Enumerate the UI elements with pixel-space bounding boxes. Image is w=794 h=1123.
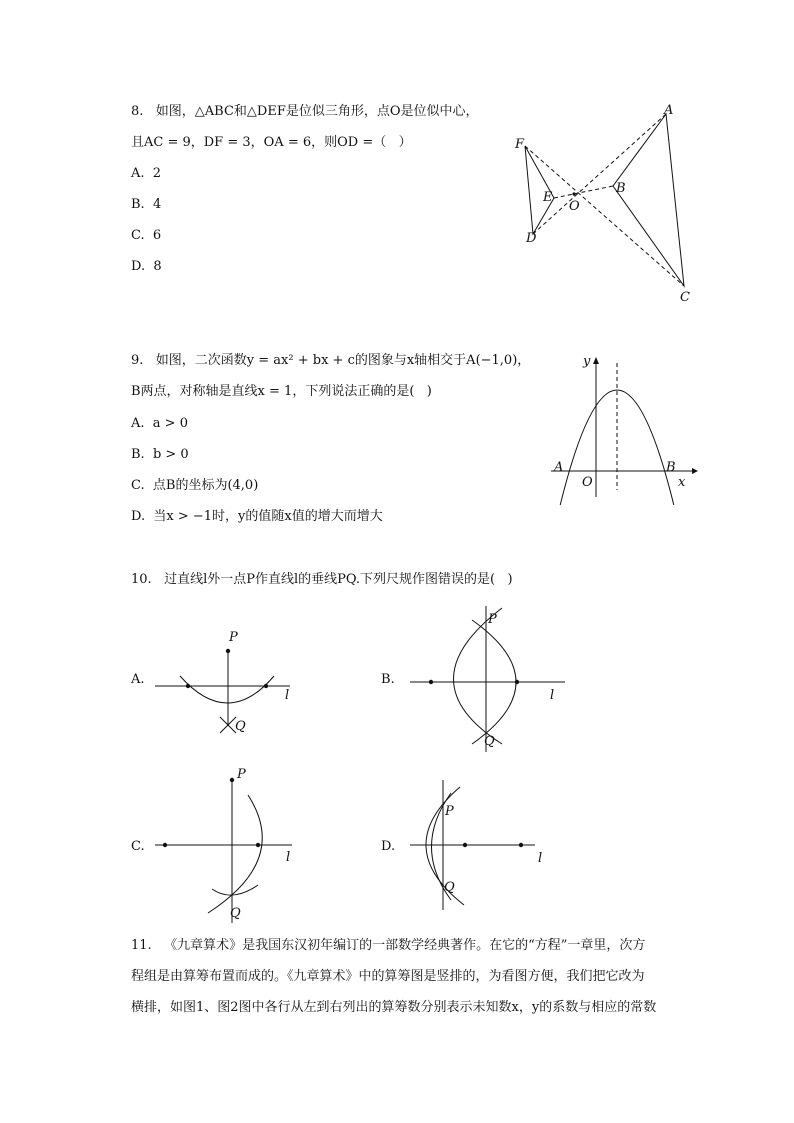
label-x: x [678,475,686,490]
dashed-line-fc [525,146,684,286]
q9-parabola-figure [545,345,705,505]
label-q: Q [444,880,455,895]
option-label: D. [131,259,146,274]
q9-option-c [131,478,258,494]
q10-option-c-figure [150,765,310,925]
intersection-point [186,684,190,688]
option-value: 4 [152,197,162,212]
option-value: b > 0 [152,447,189,462]
q10-option-c-label: C. [131,839,145,854]
label-e: E [543,190,553,205]
option-value: 2 [152,166,162,181]
intersection-point [519,843,523,847]
q10-option-b-label: B. [381,672,395,687]
q10-stem: 10. 过直线l外一点P作直线l的垂线PQ.下列尺规作图错误的是( ) [131,572,513,587]
y-axis-arrow-icon [593,357,599,364]
triangle-abc [613,114,684,286]
q10-option-d-figure [400,765,570,925]
q8-option-c [131,228,161,244]
q9-option-d [131,509,383,525]
x-axis-arrow-icon [692,468,698,474]
q9-stem-line2: B两点，对称轴是直线x = 1，下列说法正确的是( ) [131,384,432,399]
option-label: C. [131,228,145,243]
q11-line3: 横排，如图1、图2图中各行从左到右列出的算筹数分别表示未知数x，y的系数与相应的常数 [131,1000,657,1015]
option-value: 当x > −1时，y的值随x值的增大而增大 [153,509,383,524]
q8-stem-line2: 且AC = 9，DF = 3，OA = 6，则OD =（ ） [131,135,412,150]
label-l: l [286,850,291,865]
intersection-point [264,684,268,688]
q9-option-b [131,447,189,463]
option-value: 6 [152,228,162,243]
q9-stem-line1: 9. 如图，二次函数y = ax² + bx + c的图象与x轴相交于A(−1,0)， [131,353,531,368]
label-b: B [666,460,676,475]
label-a: A [664,103,674,118]
label-l: l [538,851,543,866]
q9-option-a [131,416,188,432]
label-q: Q [235,719,246,734]
dashed-line-eb [554,186,613,198]
option-label: B. [131,447,145,462]
label-a: A [554,460,564,475]
label-o: O [582,475,593,490]
option-label: A. [131,166,145,181]
label-p: P [237,767,246,782]
point-p [226,649,230,653]
label-p: P [488,612,497,627]
q8-homothety-figure [505,100,705,310]
option-label: A. [131,416,145,431]
q8-option-d [131,259,162,275]
intersection-point [163,843,167,847]
label-q: Q [484,734,495,749]
label-o: O [569,199,580,214]
intersection-point [429,680,433,684]
option-label: D. [131,509,146,524]
label-b: B [616,181,626,196]
q10-option-a-figure [150,620,310,740]
intersection-point [463,843,467,847]
label-q: Q [230,906,241,921]
option-label: C. [131,478,145,493]
label-p: P [445,804,454,819]
option-value: a > 0 [152,416,188,431]
q8-option-a [131,166,161,182]
construction-arc-lower [212,885,258,895]
dashed-line-da [533,114,666,234]
construction-arc-left [454,608,503,744]
q10-option-b-figure [400,600,570,760]
label-f: F [515,137,525,152]
q8-option-b [131,197,161,213]
q11-line2: 程组是由算筹布置而成的。《九章算术》中的算筹图是竖排的，为看图方便，我们把它改为 [131,969,645,984]
q11-line1: 11. 《九章算术》是我国东汉初年编订的一部数学经典著作。在它的“方程”一章里，次方 [131,938,646,953]
q8-stem-line1: 8. 如图，△ABC和△DEF是位似三角形，点O是位似中心， [131,104,479,119]
option-value: 点B的坐标为(4,0) [152,478,259,493]
option-value: 8 [153,259,162,274]
q10-option-a-label: A. [131,672,145,687]
construction-arc [180,676,274,703]
label-y: y [583,354,591,369]
label-p: P [229,630,238,645]
label-d: D [526,231,537,246]
label-c: C [680,290,690,305]
center-point-o [572,192,575,195]
label-l: l [285,688,290,703]
option-label: B. [131,197,145,212]
intersection-point [256,843,260,847]
intersection-point [515,680,519,684]
q10-option-d-label: D. [381,839,396,854]
label-l: l [550,688,555,703]
point-p [230,778,234,782]
